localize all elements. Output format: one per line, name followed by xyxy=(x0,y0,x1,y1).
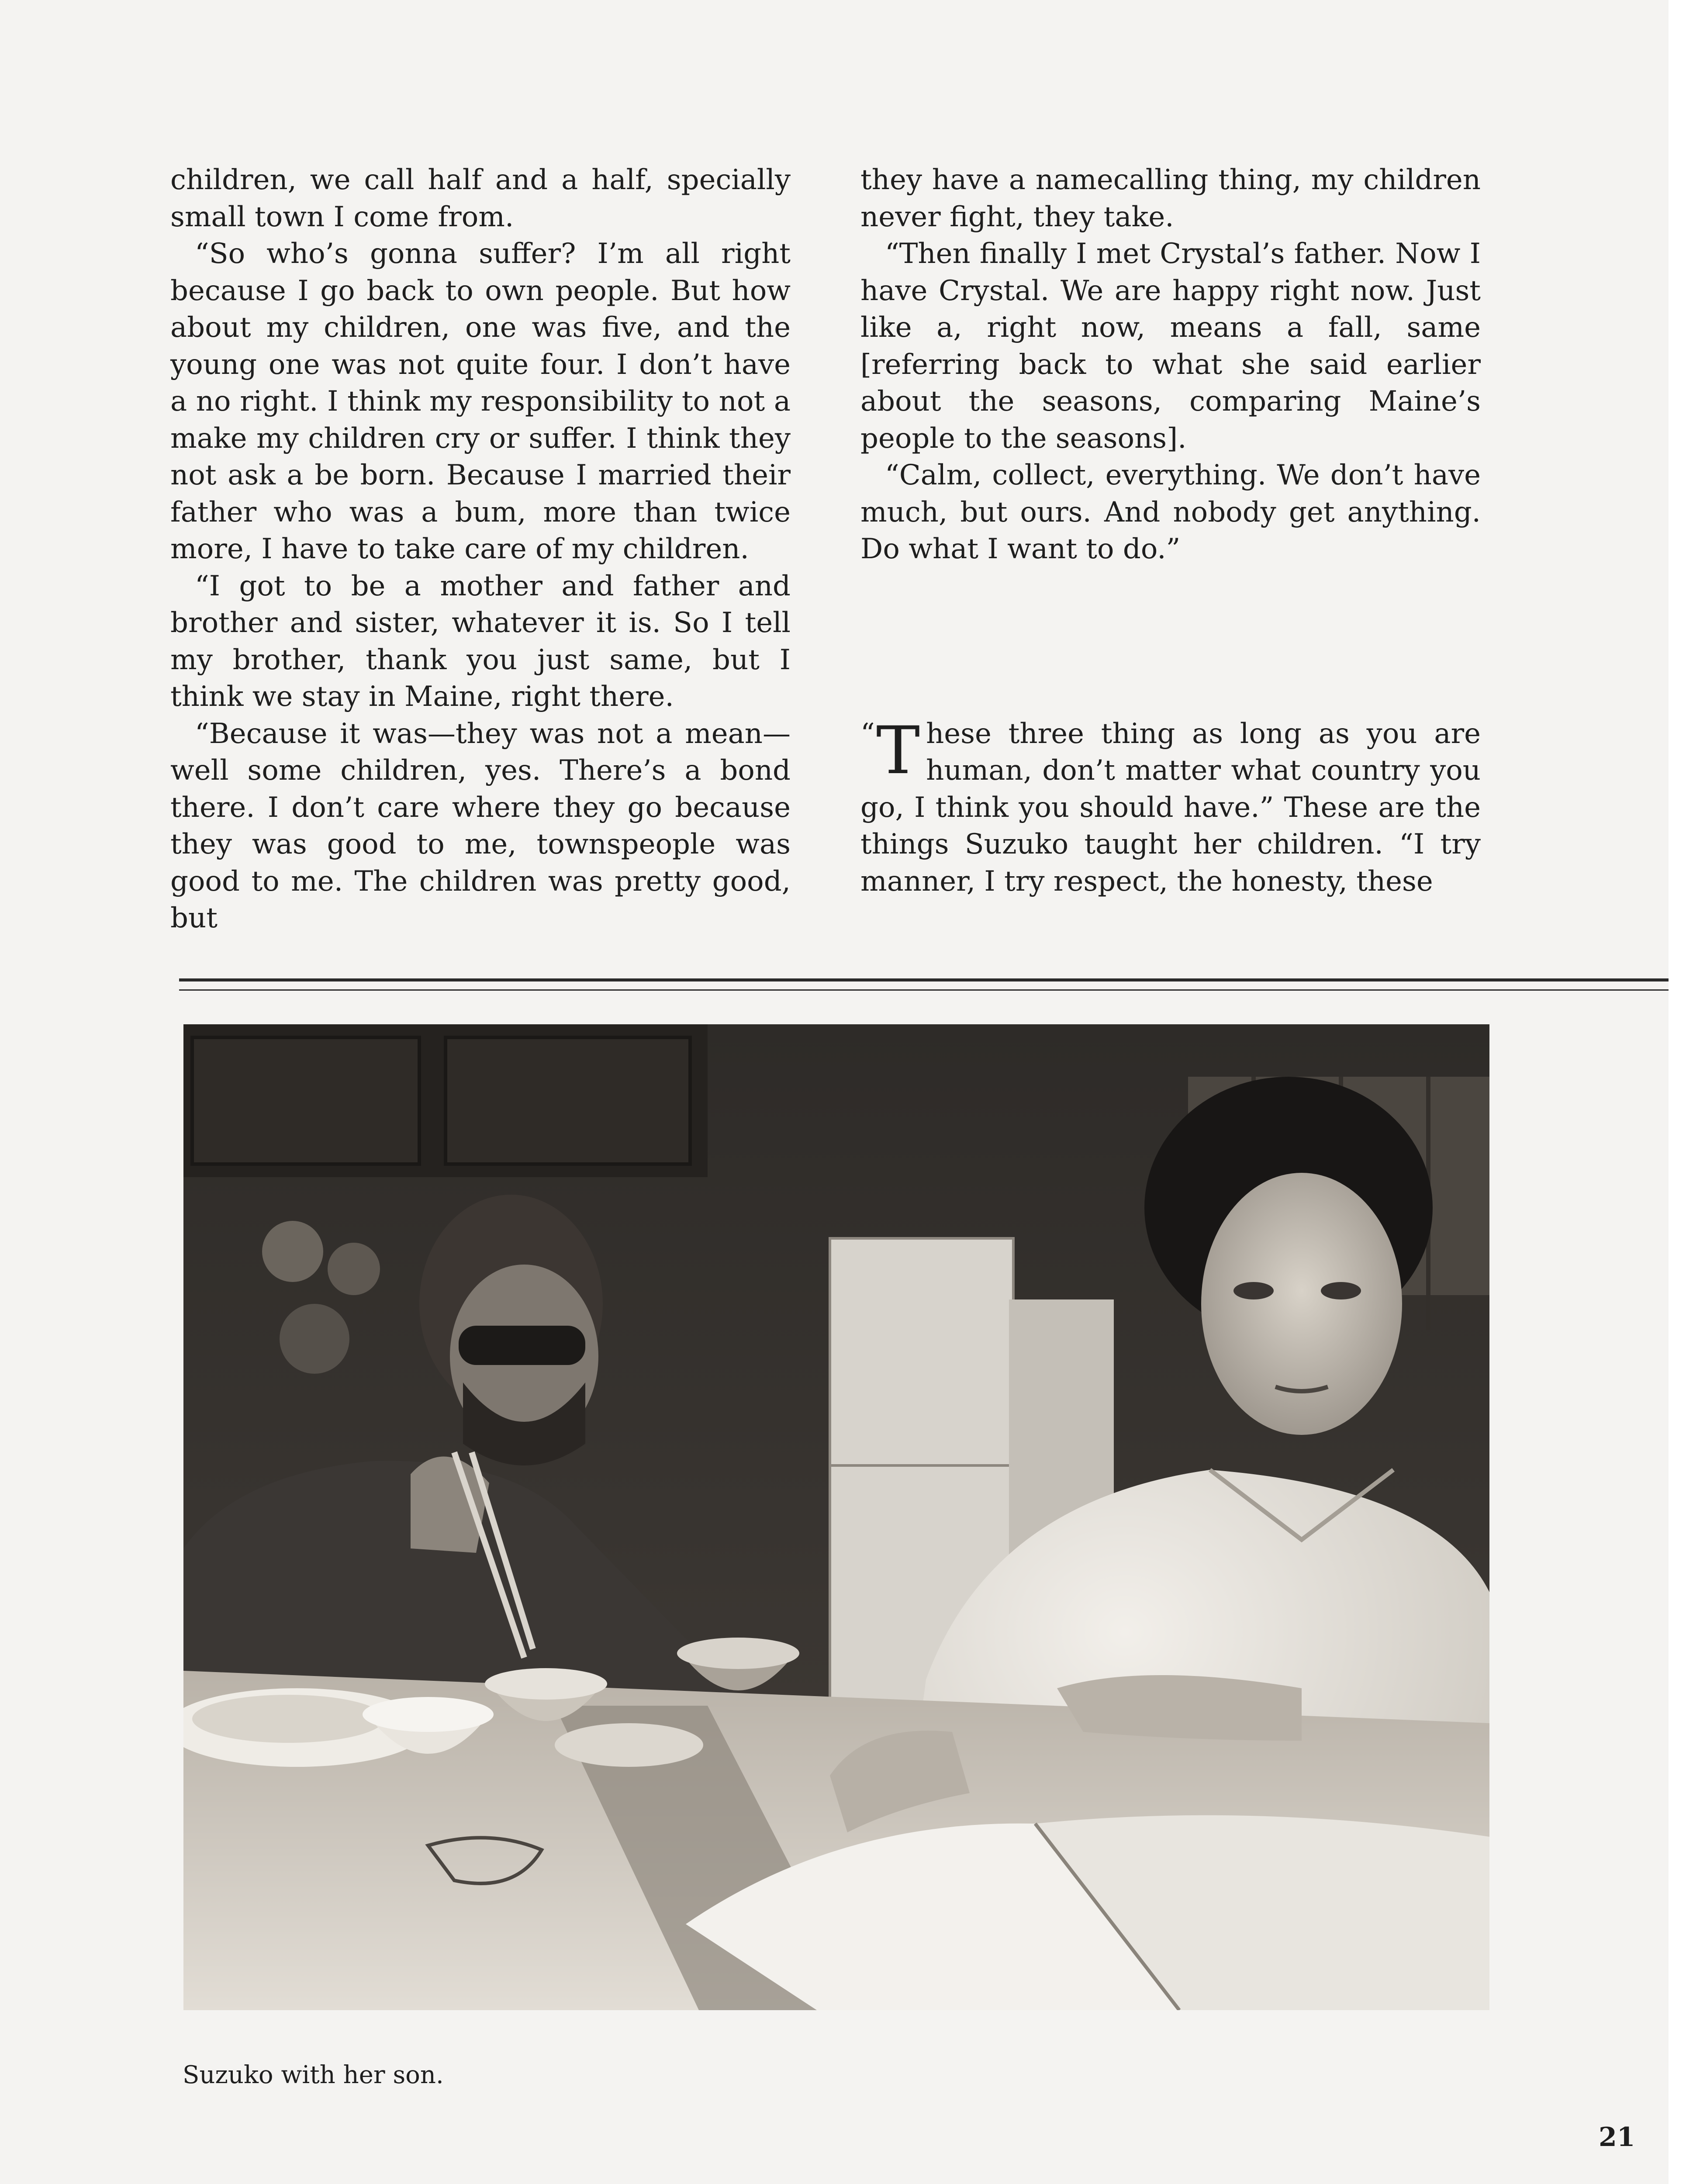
dropcap-initial: T xyxy=(876,712,920,789)
right-paragraph-1: they have a namecalling thing, my children never fight, they take. xyxy=(860,164,1481,233)
dropcap-paragraph xyxy=(860,712,1481,900)
dropcap-paragraph-text: hese three thing as long as you are human, don’t matter what country you go, I think you should have.” These are the things Suzuko taught her children. “I try manner, I try respect, the honesty, these xyxy=(860,717,1481,898)
section-rule-thick xyxy=(179,978,1669,981)
right-text-column xyxy=(860,162,1481,900)
left-paragraph-3: “I got to be a mother and father and brother and sister, whatever it is. So I tell my brother, thank you just same, but I think we stay in Maine, right there. xyxy=(170,570,791,713)
photo-caption: Suzuko with her son. xyxy=(183,2061,444,2089)
photo-suzuko-with-son xyxy=(183,1024,1489,2010)
left-paragraph-4: “Because it was—they was not a mean—well some children, yes. There’s a bond there. I don’t care where they go because they was good to me, townspeople was good to me. The children was pretty good, but xyxy=(170,717,791,934)
left-paragraph-2: “So who’s gonna suffer? I’m all right because I go back to own people. But how about my children, one was five, and the young one was not quite four. I don’t have a no right. I think my responsibility to not a make my children cry or suffer. I think they not ask a be born. Because I married their father who was a bum, more than twice more, I have to take care of my children. xyxy=(170,238,791,565)
right-paragraph-2: “Then finally I met Crystal’s father. Now I have Crystal. We are happy right now. Just like a, right now, means a fall, same [referring back to what she said earlier about the seasons, comparing Maine’s people to the seasons]. xyxy=(860,238,1481,455)
page-edge xyxy=(1669,0,1686,2184)
right-paragraph-3: “Calm, collect, everything. We don’t have much, but ours. And nobody get anything. Do what I want to do.” xyxy=(860,459,1481,565)
photo-illustration xyxy=(183,1024,1489,2010)
section-break xyxy=(860,568,1481,715)
page-number: 21 xyxy=(1599,2122,1635,2153)
left-text-column xyxy=(170,162,791,937)
section-rule-thin xyxy=(179,989,1669,991)
left-paragraph-1: children, we call half and a half, specially small town I come from. xyxy=(170,164,791,233)
dropcap-open-quote: “ xyxy=(860,717,875,750)
